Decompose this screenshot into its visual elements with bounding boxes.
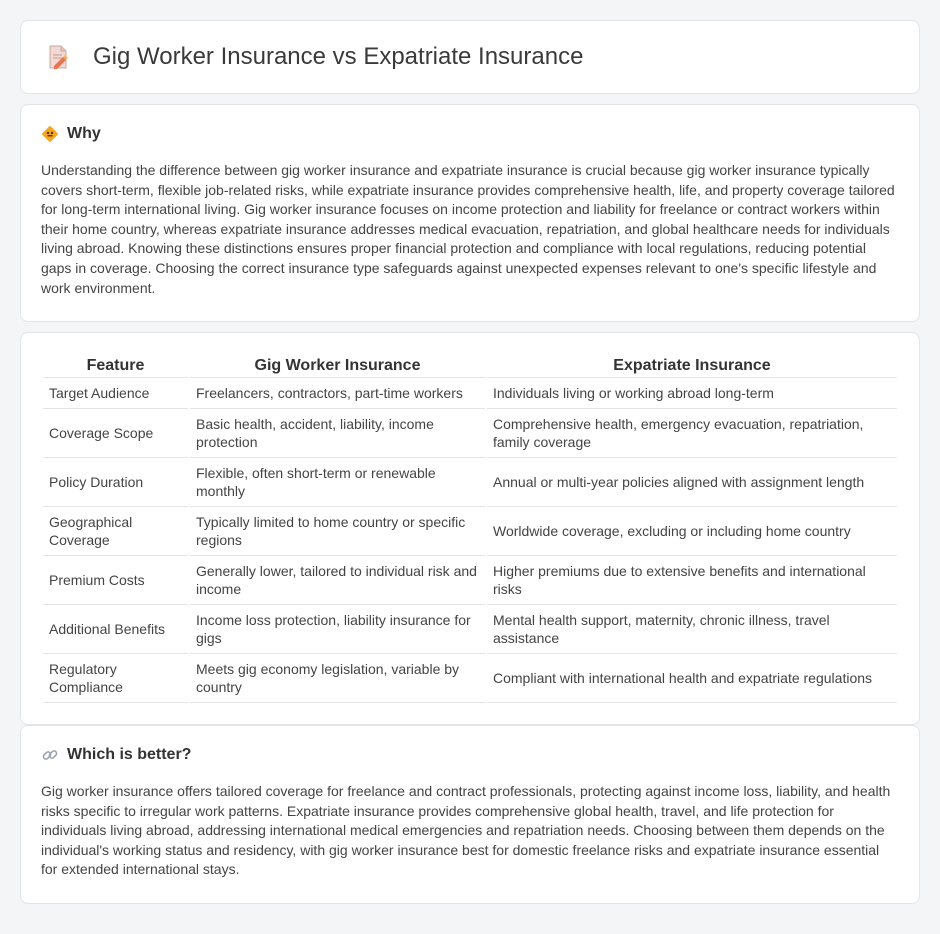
feature-cell: Coverage Scope: [43, 409, 188, 458]
feature-cell: Target Audience: [43, 378, 188, 409]
feature-cell: Geographical Coverage: [43, 507, 188, 556]
why-heading: [41, 125, 899, 143]
expat-cell: Individuals living or working abroad long-term: [487, 378, 897, 409]
gig-cell: Basic health, accident, liability, income protection: [190, 409, 485, 458]
diamond-sign-icon: [41, 125, 59, 143]
table-row: [43, 556, 897, 605]
table-row: [43, 458, 897, 507]
gig-cell: Meets gig economy legislation, variable by country: [190, 654, 485, 703]
header-feature: Feature: [43, 349, 188, 378]
gig-cell: Freelancers, contractors, part-time workers: [190, 378, 485, 409]
gig-cell: Typically limited to home country or specific regions: [190, 507, 485, 556]
table-row: [43, 409, 897, 458]
better-title: Which is better?: [67, 746, 192, 763]
page-header: [20, 20, 920, 94]
gig-cell: Income loss protection, liability insurance for gigs: [190, 605, 485, 654]
table-row: [43, 654, 897, 703]
why-text: Understanding the difference between gig worker insurance and expatriate insurance is crucial because gig worker insurance typically covers short-term, flexible job-related risks, while expatriate insurance provides comprehensive health, life, and property coverage tailored for long-term international living. Gig worker insurance focuses on income protection and liability for freelance or contract workers within their home country, whereas expatriate insurance addresses medical evacuation, repatriation, and global healthcare needs for individuals living abroad. Knowing these distinctions ensures proper financial protection and compliance with local regulations, reducing potential gaps in coverage. Choosing the correct insurance type safeguards against unexpected expenses relevant to one's specific lifestyle and work environment.: [41, 162, 895, 296]
feature-cell: Additional Benefits: [43, 605, 188, 654]
header-expatriate: Expatriate Insurance: [487, 349, 897, 378]
header-gig-worker: Gig Worker Insurance: [190, 349, 485, 378]
gig-cell: Flexible, often short-term or renewable monthly: [190, 458, 485, 507]
table-row: [43, 605, 897, 654]
better-heading: [41, 746, 899, 764]
document-pencil-icon: [45, 44, 71, 70]
feature-cell: Premium Costs: [43, 556, 188, 605]
why-section: [20, 104, 920, 322]
expat-cell: Annual or multi-year policies aligned with assignment length: [487, 458, 897, 507]
comparison-section: [20, 332, 920, 725]
feature-cell: Regulatory Compliance: [43, 654, 188, 703]
expat-cell: Worldwide coverage, excluding or including home country: [487, 507, 897, 556]
expat-cell: Comprehensive health, emergency evacuation, repatriation, family coverage: [487, 409, 897, 458]
why-title: Why: [67, 125, 101, 142]
better-text: Gig worker insurance offers tailored coverage for freelance and contract professionals, protecting against income loss, liability, and health risks specific to irregular work patterns. Expatriate insurance provides comprehensive global health, travel, and life protection for individuals living abroad, addressing international medical emergencies and repatriation needs. Choosing between them depends on the individual's working status and residency, with gig worker insurance best for domestic freelance risks and expatriate insurance essential for extended international stays.: [41, 783, 891, 878]
comparison-table: [41, 349, 899, 703]
feature-cell: Policy Duration: [43, 458, 188, 507]
expat-cell: Mental health support, maternity, chronic illness, travel assistance: [487, 605, 897, 654]
expat-cell: Higher premiums due to extensive benefits and international risks: [487, 556, 897, 605]
table-row: [43, 507, 897, 556]
page-title: Gig Worker Insurance vs Expatriate Insurance: [93, 43, 584, 70]
expat-cell: Compliant with international health and expatriate regulations: [487, 654, 897, 703]
gig-cell: Generally lower, tailored to individual risk and income: [190, 556, 485, 605]
link-icon: [41, 746, 59, 764]
table-row: [43, 378, 897, 409]
which-is-better-section: [20, 725, 920, 904]
table-header-row: [43, 349, 897, 378]
